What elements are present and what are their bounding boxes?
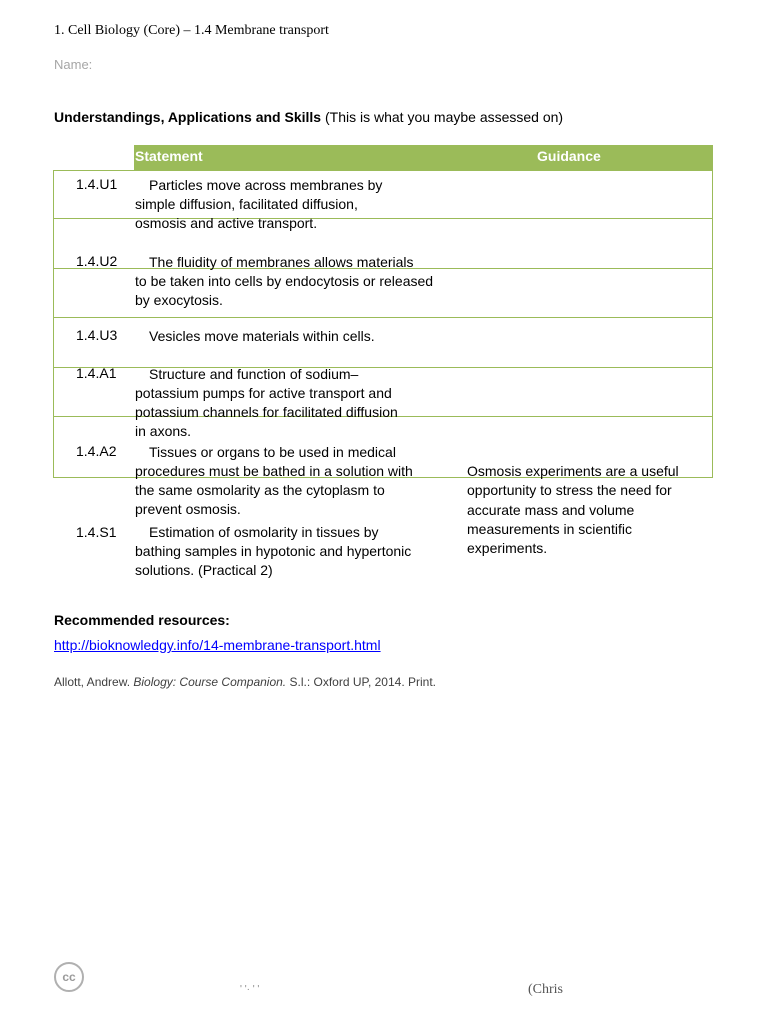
table-row-divider	[53, 317, 713, 318]
citation-title: Biology: Course Companion.	[133, 675, 287, 689]
guidance-line: accurate mass and volume	[467, 501, 635, 518]
row-statement-S1	[135, 523, 470, 580]
row-code-S1: 1.4.S1	[76, 524, 117, 540]
statement-line: Vesicles move materials within cells.	[149, 328, 375, 344]
name-field-label: Name:	[54, 57, 93, 72]
row-code-U3: 1.4.U3	[76, 327, 118, 343]
statement-line: simple diffusion, facilitated diffusion,	[135, 196, 358, 212]
guidance-line: experiments.	[467, 540, 548, 556]
resource-link[interactable]: http://bioknowledgy.info/14-membrane-transport.html	[54, 637, 381, 653]
row-code-U1: 1.4.U1	[76, 176, 118, 192]
statement-line: solutions. (Practical 2)	[135, 562, 273, 578]
row-statement-U2	[135, 253, 470, 310]
citation	[54, 675, 436, 689]
guidance-line: Osmosis experiments are a useful	[467, 463, 679, 479]
guidance-text	[467, 462, 717, 558]
row-statement-U3	[135, 327, 470, 346]
statement-line: Structure and function of sodium–	[149, 366, 359, 382]
statement-column-header: Statement	[135, 148, 203, 164]
statement-line: Particles move across membranes by	[149, 177, 383, 193]
table-row-divider	[53, 170, 713, 171]
row-statement-A1	[135, 365, 470, 441]
guidance-column-header: Guidance	[537, 148, 601, 164]
statement-line: prevent osmosis.	[135, 501, 241, 517]
row-code-A2: 1.4.A2	[76, 443, 117, 459]
statement-line: the same osmolarity as the cytoplasm to	[135, 482, 385, 498]
footer-author-fragment: (Chris	[528, 982, 563, 997]
table-header-bar	[134, 145, 713, 170]
statement-line: The fluidity of membranes allows materials	[149, 254, 414, 270]
section-heading-bold: Understandings, Applications and Skills	[54, 109, 322, 125]
guidance-line: opportunity to stress the need for	[467, 482, 672, 499]
statement-line: osmosis and active transport.	[135, 215, 318, 231]
statement-line: potassium pumps for active transport and	[135, 385, 392, 401]
statement-line: in axons.	[135, 423, 192, 439]
citation-rest: S.l.: Oxford UP, 2014. Print.	[286, 675, 436, 689]
statement-line: Estimation of osmolarity in tissues by	[149, 524, 379, 540]
citation-author: Allott, Andrew.	[54, 675, 134, 689]
statement-line: potassium channels for facilitated diffusion	[135, 404, 398, 420]
guidance-line: measurements in scientific	[467, 520, 632, 537]
row-code-U2: 1.4.U2	[76, 253, 118, 269]
table-left-border	[53, 170, 54, 478]
recommended-resources-heading: Recommended resources:	[54, 612, 230, 628]
section-heading	[54, 109, 563, 125]
document-title: 1. Cell Biology (Core) – 1.4 Membrane transport	[54, 23, 329, 38]
row-code-A1: 1.4.A1	[76, 365, 117, 381]
table-right-border	[712, 170, 713, 478]
footer-text-fragment: ' '· ' '	[240, 984, 260, 995]
statement-line: by exocytosis.	[135, 292, 223, 308]
creative-commons-icon: cc	[54, 962, 84, 992]
row-statement-U1	[135, 176, 470, 233]
row-statement-A2	[135, 443, 470, 519]
section-heading-note: (This is what you maybe assessed on)	[321, 109, 564, 125]
statement-line: to be taken into cells by endocytosis or released	[135, 273, 434, 289]
statement-line: bathing samples in hypotonic and hypertonic	[135, 543, 412, 559]
statement-line: procedures must be bathed in a solution with	[135, 463, 413, 479]
statement-line: Tissues or organs to be used in medical	[149, 444, 396, 460]
